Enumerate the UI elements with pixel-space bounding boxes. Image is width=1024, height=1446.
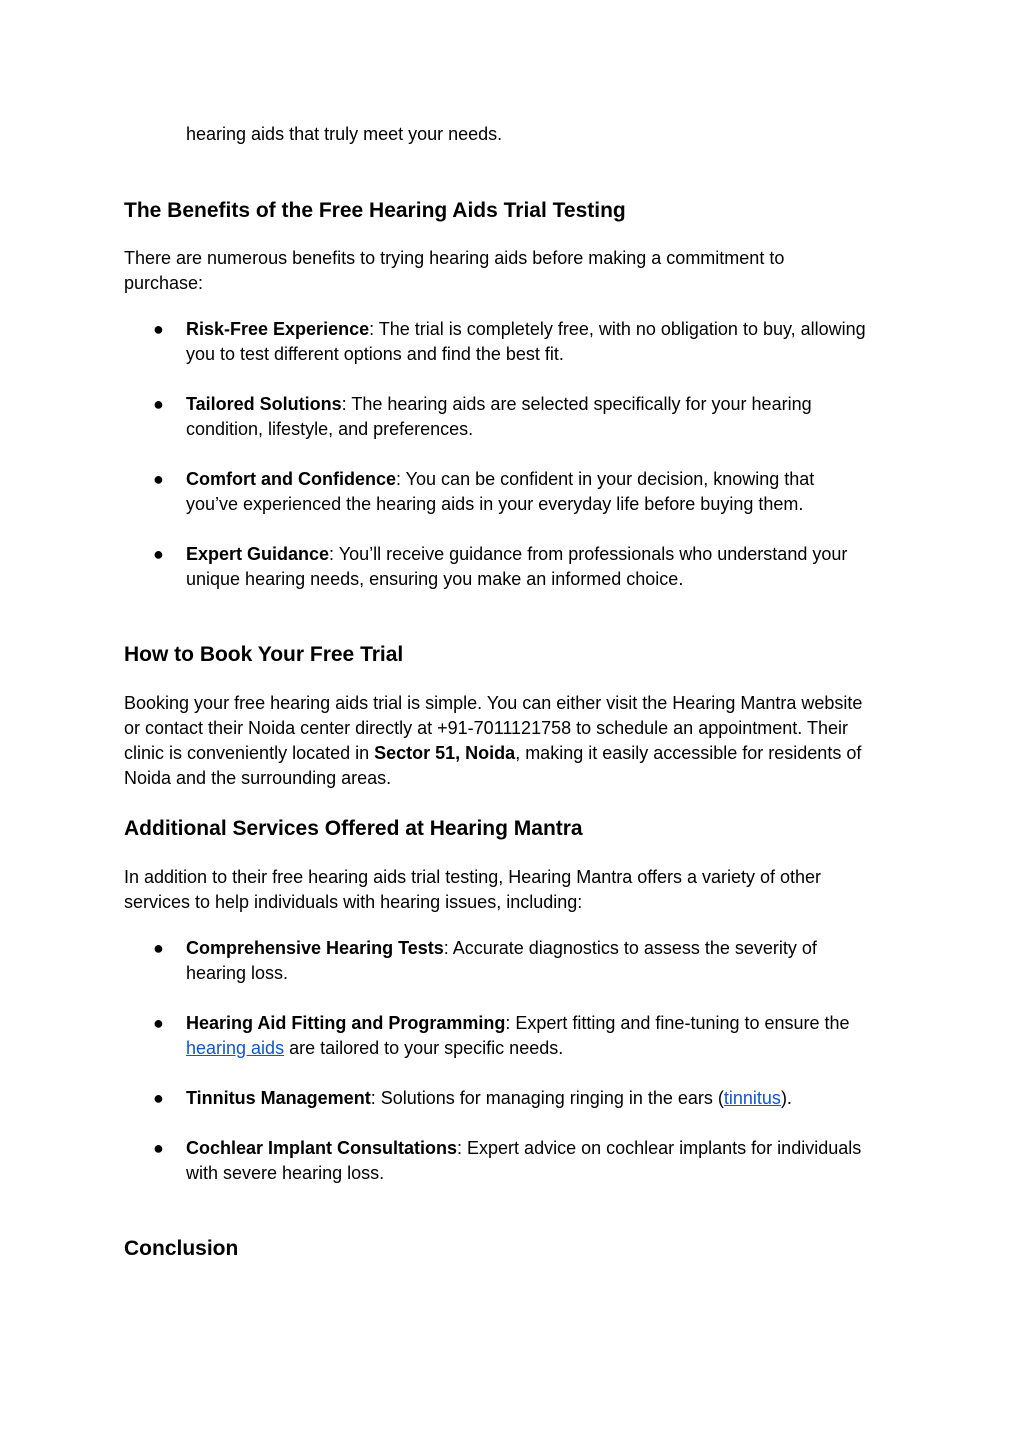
bullet-icon: ● [153,394,164,414]
benefit-item-line1 [186,542,847,567]
service-text: : Accurate diagnostics to assess the severity of [443,938,817,958]
booking-line3-post: , making it easily accessible for residents of [515,743,862,763]
booking-line3-pre: clinic is conveniently located in [124,743,375,763]
service-item-line1 [186,1011,850,1036]
service-item-line1 [186,1086,792,1111]
clinic-location: Sector 51, Noida [374,743,516,763]
service-item-line1 [186,936,817,961]
bullet-icon: ● [153,938,164,958]
service-item-line2: with severe hearing loss. [186,1163,385,1183]
booking-line4: Noida and the surrounding areas. [124,768,392,788]
benefits-intro-line1: There are numerous benefits to trying hearing aids before making a commitment to [124,248,785,268]
service-item-line2 [186,1036,563,1061]
booking-line2: or contact their Noida center directly at +91-7011121758 to schedule an appointment. Their [124,718,848,738]
service-text-post: ). [780,1088,792,1108]
bullet-icon: ● [153,319,164,339]
benefit-item-line1 [186,392,812,417]
services-intro-line2: services to help individuals with hearing issues, including: [124,892,583,912]
service-term: Cochlear Implant Consultations [186,1138,458,1158]
benefit-item-line1 [186,467,814,492]
bullet-icon: ● [153,1088,164,1108]
benefit-term: Comfort and Confidence [186,469,396,489]
benefit-item-line2: you to test different options and find the best fit. [186,344,564,364]
services-heading: Additional Services Offered at Hearing Mantra [124,817,583,840]
booking-line3 [124,741,861,766]
booking-line1: Booking your free hearing aids trial is simple. You can either visit the Hearing Mantra website [124,693,863,713]
benefit-term: Tailored Solutions [186,394,342,414]
benefit-item-line2: you’ve experienced the hearing aids in your everyday life before buying them. [186,494,804,514]
bullet-icon: ● [153,1013,164,1033]
conclusion-heading: Conclusion [124,1237,239,1260]
service-text: : Expert advice on cochlear implants for individuals [457,1138,862,1158]
benefit-term: Expert Guidance [186,544,330,564]
bullet-icon: ● [153,1138,164,1158]
benefit-term: Risk-Free Experience [186,319,370,339]
hearing-aids-link[interactable]: hearing aids [186,1038,285,1058]
service-term: Hearing Aid Fitting and Programming [186,1013,506,1033]
benefit-text: : The trial is completely free, with no obligation to buy, allowing [369,319,866,339]
tinnitus-link[interactable]: tinnitus [723,1088,781,1108]
benefit-text: : You can be confident in your decision, knowing that [396,469,815,489]
service-text: are tailored to your specific needs. [284,1038,564,1058]
service-text: : Solutions for managing ringing in the ears ( [370,1088,724,1108]
booking-heading: How to Book Your Free Trial [124,643,404,666]
benefit-item-line1 [186,317,866,342]
benefit-item-line2: condition, lifestyle, and preferences. [186,419,474,439]
benefit-text: : The hearing aids are selected specifically for your hearing [341,394,812,414]
service-item-line2: hearing loss. [186,963,289,983]
intro-tail-text: hearing aids that truly meet your needs. [186,124,503,144]
services-intro-line1: In addition to their free hearing aids trial testing, Hearing Mantra offers a variety of other [124,867,822,887]
bullet-icon: ● [153,544,164,564]
service-term: Tinnitus Management [186,1088,371,1108]
benefit-text: : You’ll receive guidance from professionals who understand your [329,544,848,564]
benefit-item-line2: unique hearing needs, ensuring you make an informed choice. [186,569,684,589]
service-text: : Expert fitting and fine-tuning to ensure the [505,1013,850,1033]
benefits-intro-line2: purchase: [124,273,204,293]
bullet-icon: ● [153,469,164,489]
service-item-line1 [186,1136,861,1161]
service-term: Comprehensive Hearing Tests [186,938,444,958]
benefits-heading: The Benefits of the Free Hearing Aids Trial Testing [124,199,626,222]
